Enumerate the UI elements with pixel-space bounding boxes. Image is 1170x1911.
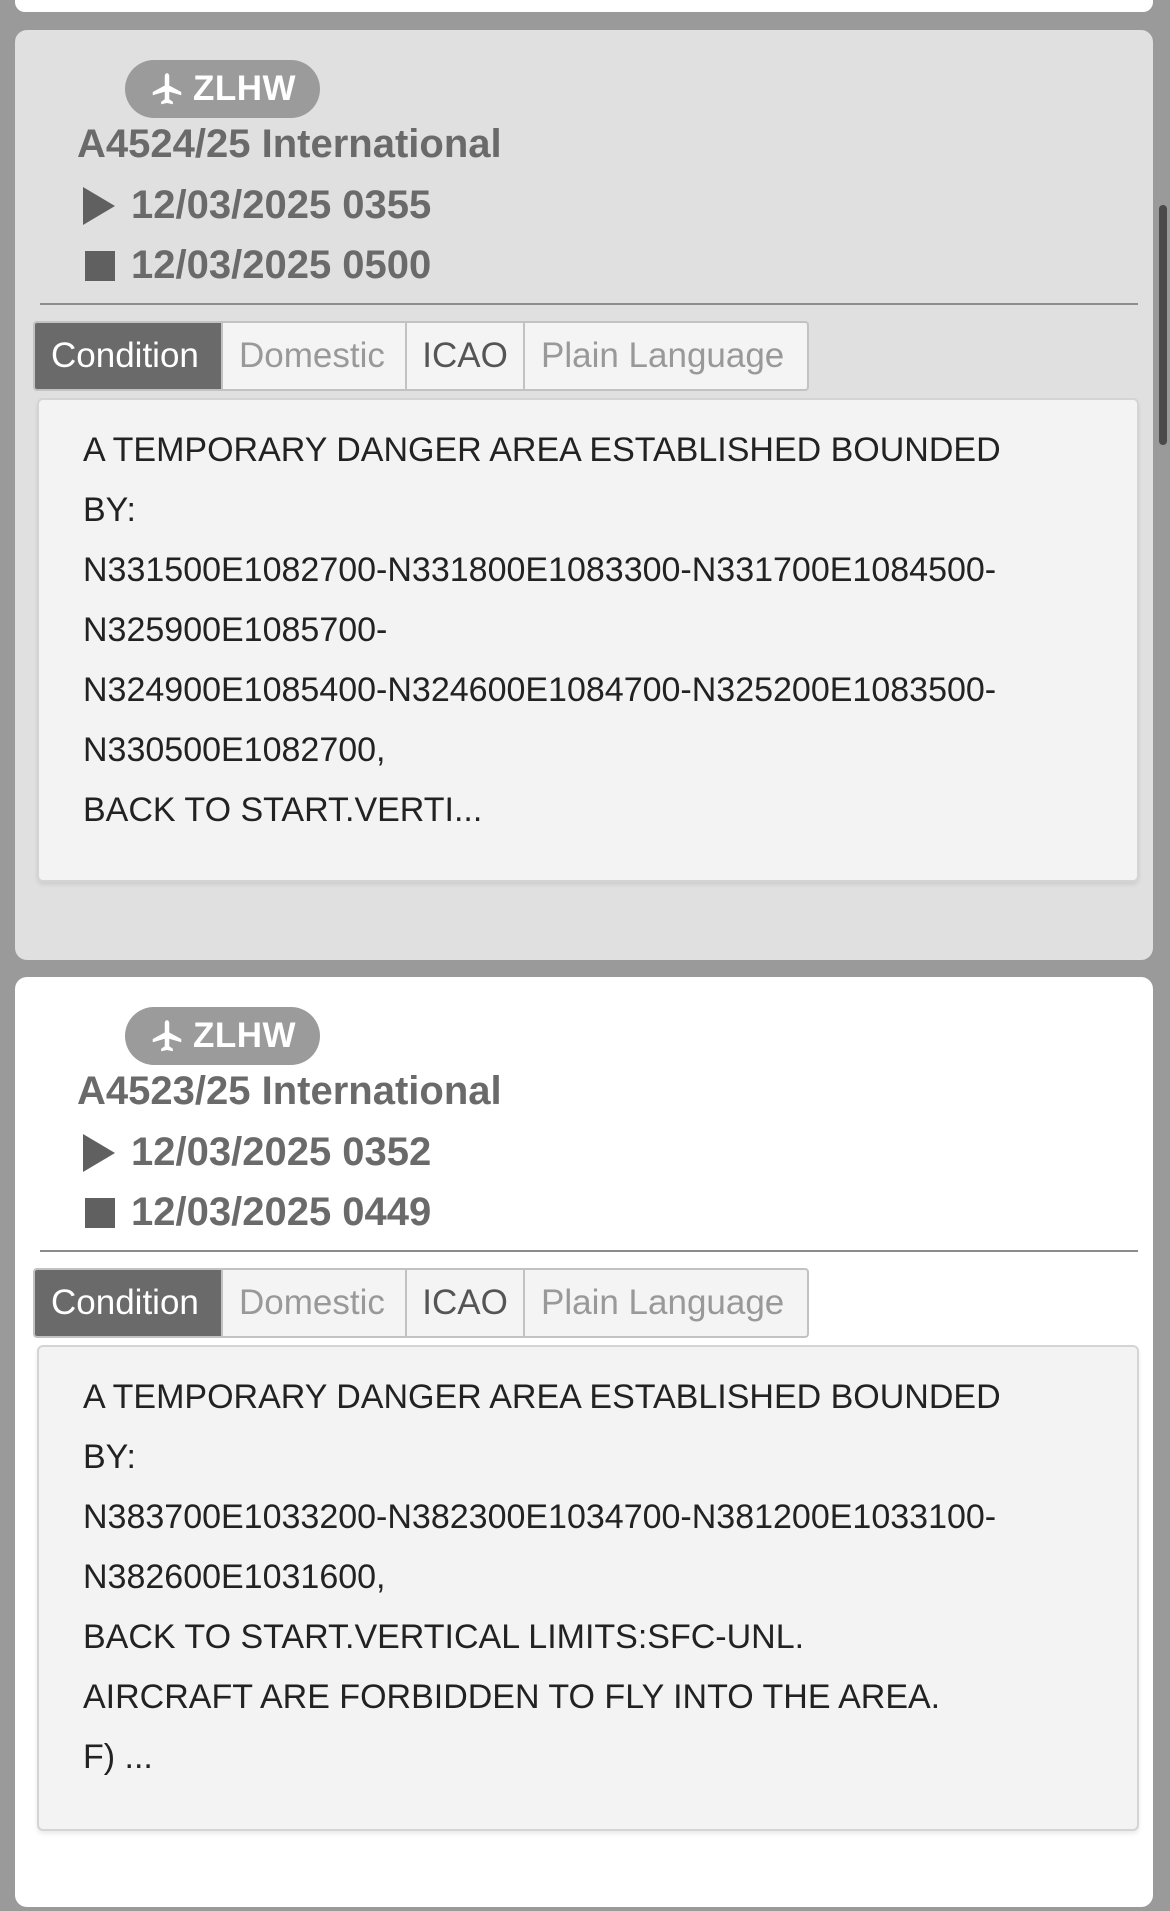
notam-text-line: N383700E1033200-N382300E1034700-N381200E1033100- bbox=[83, 1498, 997, 1536]
airport-badge bbox=[125, 60, 320, 118]
start-time-row bbox=[83, 183, 431, 228]
notam-text-line: A TEMPORARY DANGER AREA ESTABLISHED BOUNDED bbox=[83, 431, 1001, 469]
notam-text-line: BY: bbox=[83, 491, 136, 529]
start-time: 12/03/2025 0352 bbox=[131, 1130, 432, 1174]
stop-icon bbox=[85, 1198, 115, 1228]
airport-code: ZLHW bbox=[192, 1016, 297, 1055]
tab-domestic[interactable]: Domestic bbox=[223, 1270, 407, 1336]
tab-plain-language[interactable]: Plain Language bbox=[541, 336, 785, 375]
play-icon bbox=[83, 1134, 115, 1172]
notam-title: A4523/25 International bbox=[77, 1069, 502, 1113]
notam-text-panel bbox=[37, 1345, 1139, 1831]
divider bbox=[40, 303, 1138, 305]
end-time: 12/03/2025 0500 bbox=[131, 243, 432, 287]
airport-code: ZLHW bbox=[192, 69, 297, 108]
notam-card[interactable] bbox=[15, 30, 1153, 960]
tab-icao[interactable]: ICAO bbox=[407, 1270, 525, 1336]
airplane-icon bbox=[149, 1018, 185, 1054]
format-tabs bbox=[33, 321, 809, 391]
tab-condition[interactable]: Condition bbox=[35, 1270, 223, 1336]
start-time: 12/03/2025 0355 bbox=[131, 183, 432, 227]
tab-condition[interactable]: Condition bbox=[35, 323, 223, 389]
end-time-row bbox=[83, 243, 431, 288]
notam-text-line: A TEMPORARY DANGER AREA ESTABLISHED BOUNDED bbox=[83, 1378, 1001, 1416]
airport-badge bbox=[125, 1007, 320, 1065]
notam-card[interactable] bbox=[15, 977, 1153, 1907]
notam-text-line: N325900E1085700- bbox=[83, 611, 388, 649]
notam-text-line: BY: bbox=[83, 1438, 136, 1476]
notam-text-line: AIRCRAFT ARE FORBIDDEN TO FLY INTO THE AREA. bbox=[83, 1678, 941, 1716]
stop-icon bbox=[85, 251, 115, 281]
notam-text-line: BACK TO START.VERTI... bbox=[83, 791, 483, 829]
notam-text-line: N330500E1082700, bbox=[83, 731, 386, 769]
play-icon bbox=[83, 187, 115, 225]
end-time-row bbox=[83, 1190, 431, 1235]
notam-text-line: N324900E1085400-N324600E1084700-N325200E1083500- bbox=[83, 671, 997, 709]
notam-text-line: N331500E1082700-N331800E1083300-N331700E1084500- bbox=[83, 551, 997, 589]
notam-text-line: BACK TO START.VERTICAL LIMITS:SFC-UNL. bbox=[83, 1618, 805, 1656]
divider bbox=[40, 1250, 1138, 1252]
notam-text-line: N382600E1031600, bbox=[83, 1558, 386, 1596]
tab-domestic[interactable]: Domestic bbox=[223, 323, 407, 389]
previous-notam-card-edge[interactable] bbox=[15, 0, 1153, 12]
notam-title: A4524/25 International bbox=[77, 122, 502, 166]
notam-text-panel bbox=[37, 398, 1139, 882]
notam-text-line: F) ... bbox=[83, 1738, 153, 1776]
format-tabs bbox=[33, 1268, 809, 1338]
airplane-icon bbox=[149, 71, 185, 107]
start-time-row bbox=[83, 1130, 431, 1175]
scrollbar[interactable] bbox=[1159, 205, 1167, 445]
tab-plain-language[interactable]: Plain Language bbox=[541, 1283, 785, 1322]
tab-icao[interactable]: ICAO bbox=[407, 323, 525, 389]
end-time: 12/03/2025 0449 bbox=[131, 1190, 432, 1234]
